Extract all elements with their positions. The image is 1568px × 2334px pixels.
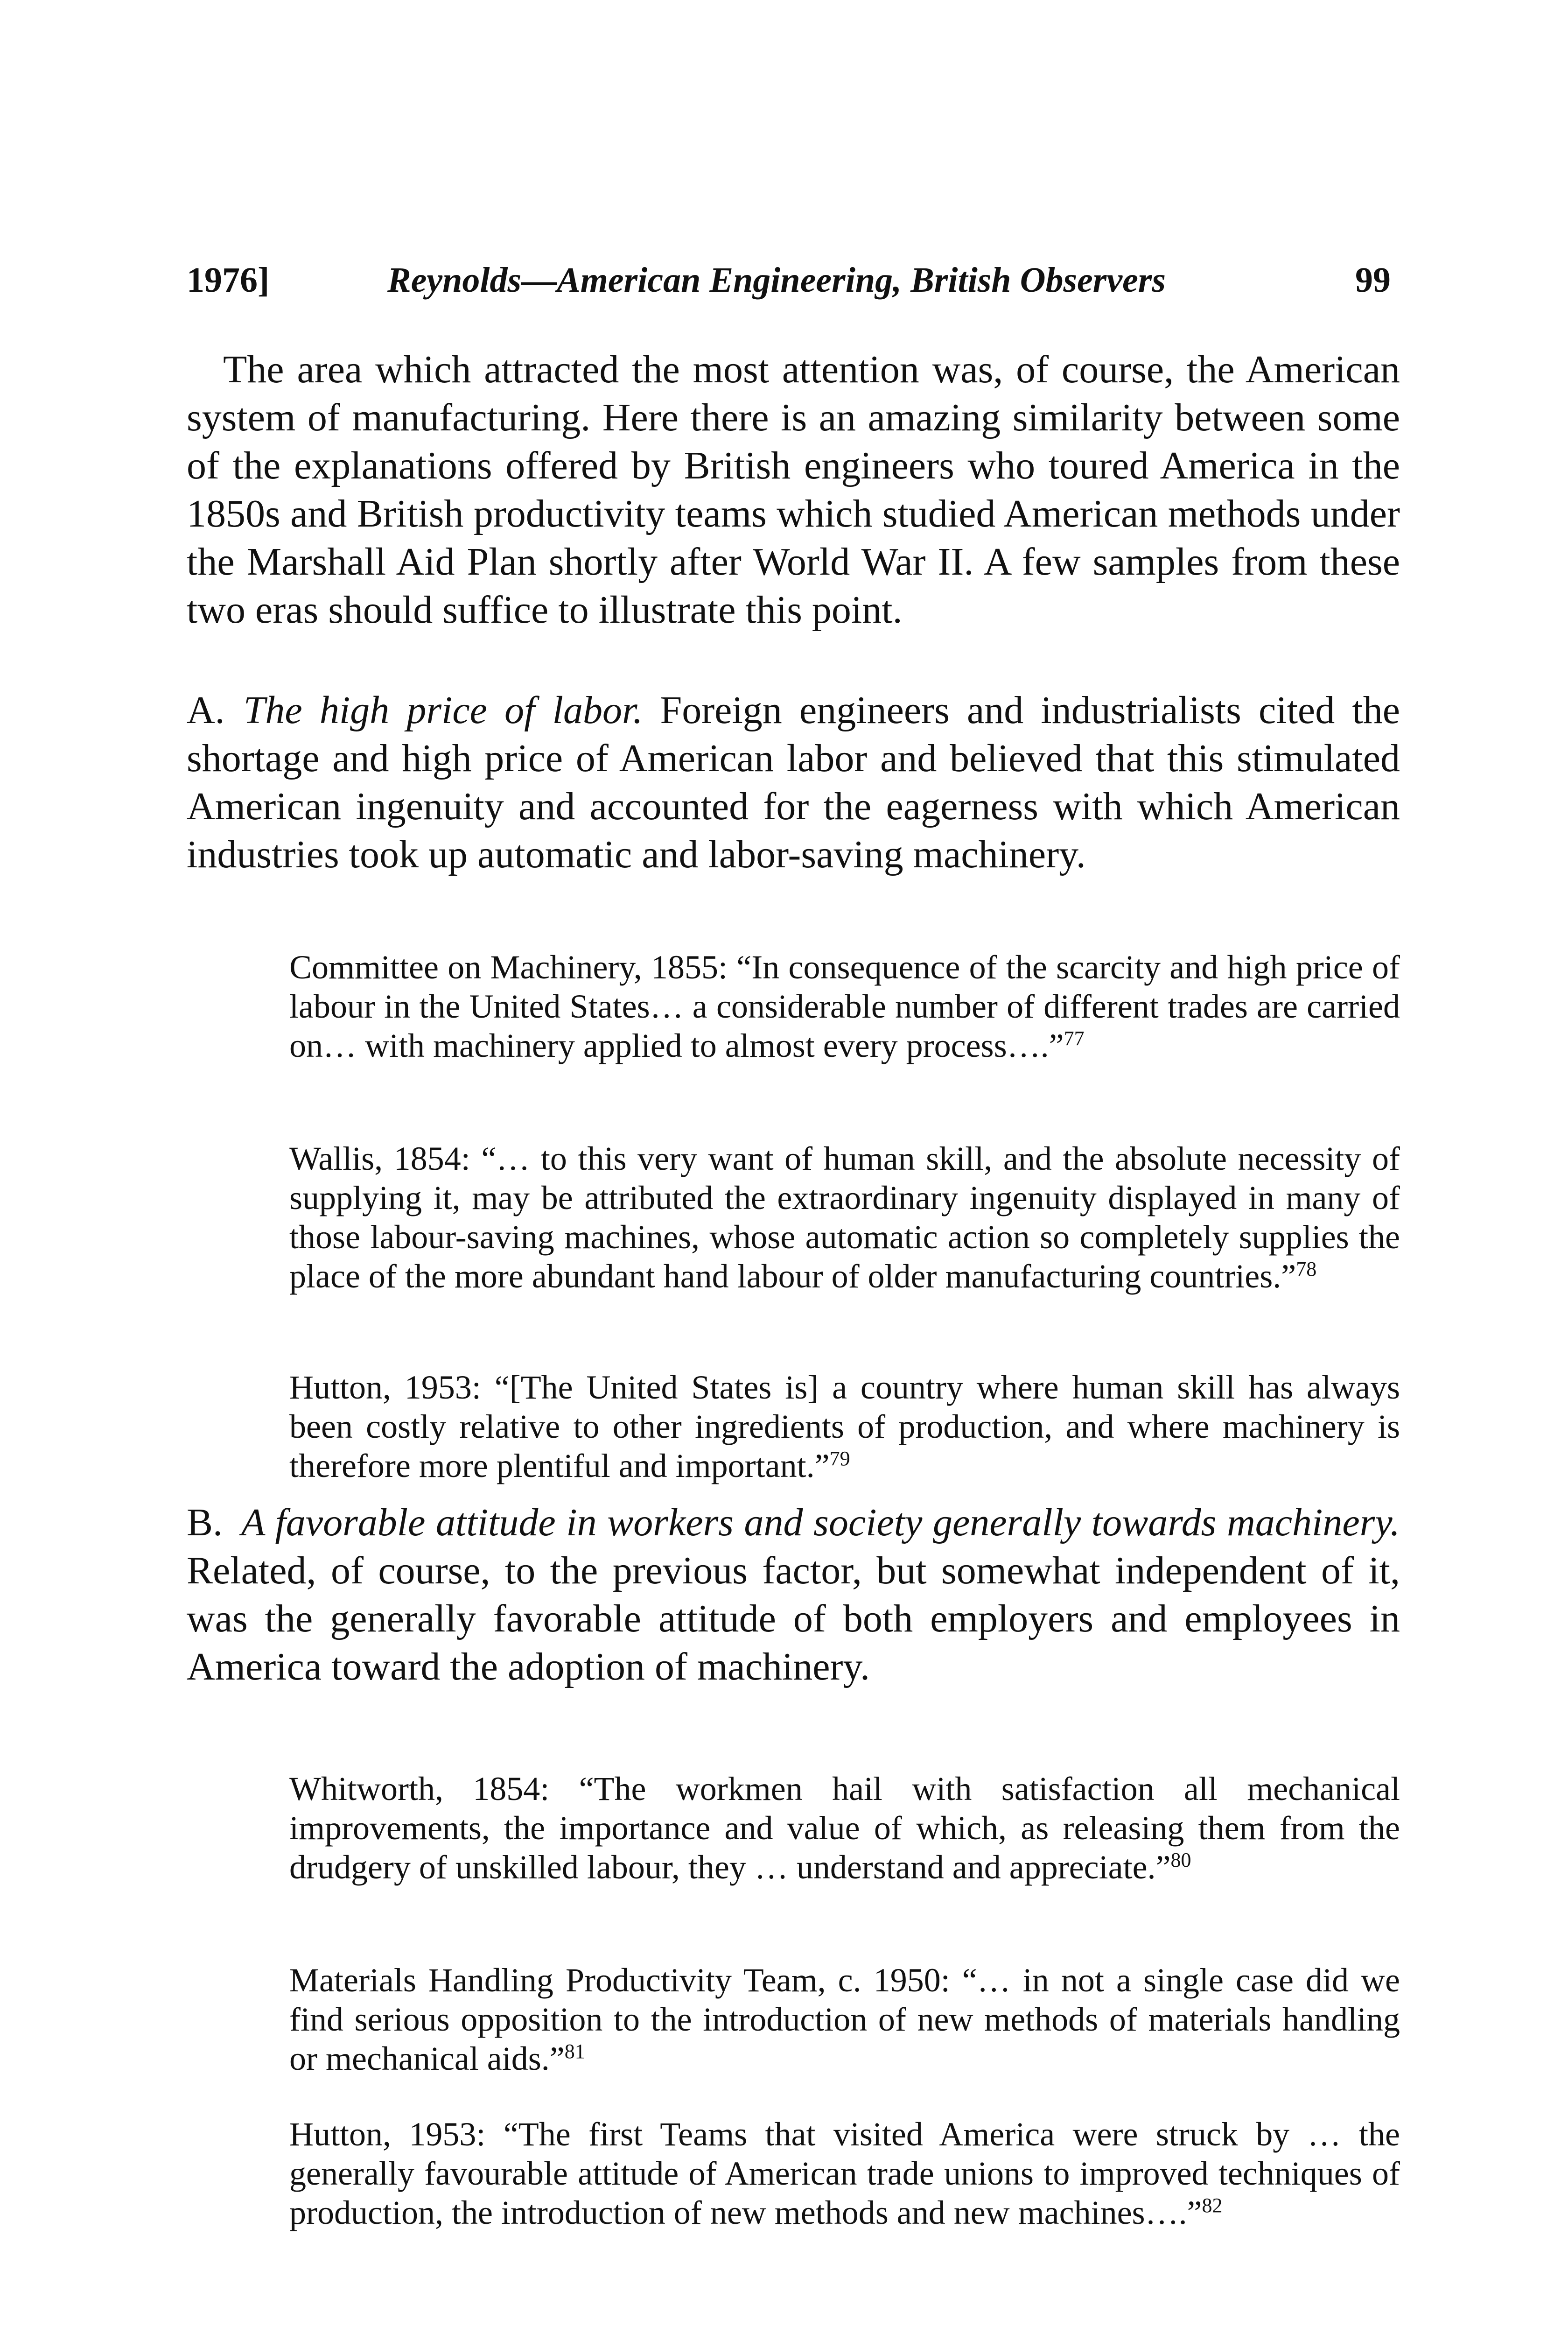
section-b-text: Related, of course, to the previous factor, but somewhat independent of it, was the generally favorable attitude of both employers and employees in America toward the adoption of machinery. [187, 1549, 1400, 1688]
quote-text: Whitworth, 1854: “The workmen hail with satisfaction all mechanical improvements, the importance and value of which, as releasing them from the drudgery of unskilled labour, they … understand and appreciate.” [289, 1770, 1400, 1886]
section-a-text: Foreign engineers and industrialists cited the shortage and high price of American labor and believed that this stimulated American ingenuity and accounted for the eagerness with which American industries took up automatic and labor-saving machinery. [187, 689, 1400, 876]
section-a-title: The high price of labor. [243, 689, 643, 732]
block-quote [289, 1769, 1400, 1887]
footnote-ref: 80 [1170, 1849, 1191, 1871]
volume-year: 1976] [187, 260, 270, 300]
section-a-label: A. [187, 689, 225, 732]
footnote-ref: 77 [1064, 1027, 1085, 1050]
quote-text: Materials Handling Productivity Team, c. 1950: “… in not a single case did we find serious opposition to the introduction of new methods of materials handling or mechanical aids.” [289, 1961, 1400, 2077]
running-title: Reynolds—American Engineering, British Observers [387, 260, 1166, 300]
quote-text: Hutton, 1953: “[The United States is] a country where human skill has always been costly relative to other ingredients of production, and where machinery is therefore more plentiful and important.” [289, 1369, 1400, 1484]
running-header [187, 252, 1391, 308]
intro-paragraph: The area which attracted the most attention was, of course, the American system of manufacturing. Here there is an amazing similarity between some of the explanations offered by British engineers who toured America in the 1850s and British productivity teams which studied American methods under the Marshall Aid Plan shortly after World War II. A few samples from these two eras should suffice to illustrate this point. [187, 348, 1400, 632]
section-a-paragraph [187, 686, 1400, 879]
footnote-ref: 79 [829, 1447, 850, 1470]
block-quote [289, 1961, 1400, 2078]
quote-text: Committee on Machinery, 1855: “In consequence of the scarcity and high price of labour in the United States… a considerable number of different trades are carried on… with machinery applied to almost every process….” [289, 949, 1400, 1064]
footnote-ref: 78 [1296, 1258, 1317, 1280]
block-quote [289, 2115, 1400, 2232]
block-quote [289, 1368, 1400, 1485]
section-b-title: A favorable attitude in workers and society generally towards machinery. [241, 1501, 1400, 1544]
footnote-ref: 82 [1202, 2194, 1223, 2217]
block-quote [289, 948, 1400, 1065]
block-quote [289, 1139, 1400, 1296]
page-number: 99 [1355, 260, 1391, 300]
quote-text: Hutton, 1953: “The first Teams that visited America were struck by … the generally favourable attitude of American trade unions to improved techniques of production, the introduction of new methods and new machines….” [289, 2116, 1400, 2231]
section-b-paragraph [187, 1498, 1400, 1691]
quote-text: Wallis, 1854: “… to this very want of human skill, and the absolute necessity of supplying it, may be attributed the extraordinary ingenuity displayed in many of those labour-saving machines, whose automatic action so completely supplies the place of the more abundant hand labour of older manufacturing countries.” [289, 1140, 1400, 1295]
section-b-label: B. [187, 1501, 223, 1544]
footnote-ref: 81 [564, 2040, 585, 2063]
